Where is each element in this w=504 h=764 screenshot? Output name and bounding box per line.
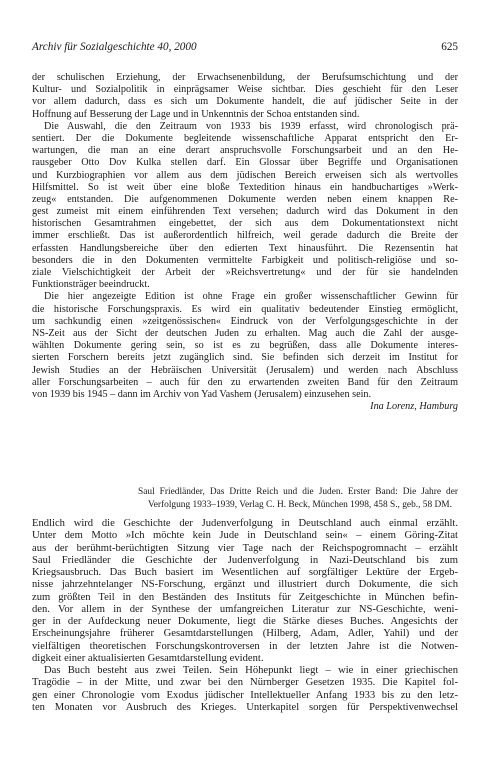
text-line: Saul Friedländer die Geschichte der Judenverfolgung in Nazi-Deutschland bis zum xyxy=(32,554,458,566)
text-line: zum größten Teil in den Beständen des Instituts für Zeitgeschichte in München befin- xyxy=(32,591,458,603)
text-line: aller Forschungsarbeiten – auch für den zu erwartenden zweiten Band für den Zeitraum xyxy=(32,376,458,388)
text-line: sierten Forschern bereits jetzt zugänglich sind. Sie befinden sich derzeit im Institut for xyxy=(32,352,458,364)
text-line: erfassten Handlungsbereiche über den edierten Text hinausführt. Die Rezensentin hat xyxy=(32,242,458,254)
text-line: Das Buch besteht aus zwei Teilen. Sein Höhepunkt liegt – wie in einer griechischen xyxy=(44,665,458,676)
text-line: wählten Dokumente gering sein, so ist es zu begrüßen, dass alle Dokumente interes- xyxy=(32,340,458,352)
text-line: Die hier angezeigte Edition ist ohne Frage ein großer wissenschaftlicher Gewinn für xyxy=(44,291,458,303)
text-line: sentiert. Der die Dokumente begleitende wissenschaftliche Apparat entspricht den Er- xyxy=(32,132,458,144)
text-line: historischen Gesamtrahmen eingebettet, der sich aus dem Dokumentationstext nicht xyxy=(32,218,458,230)
text-line: vor allem dadurch, dass es sich um Dokumente handelt, die auf jüdischer Seite in der xyxy=(32,96,458,108)
page-number: 625 xyxy=(441,41,458,53)
reviewer-signature: Ina Lorenz, Hamburg xyxy=(370,401,458,413)
review-ina-lorenz xyxy=(32,72,458,413)
text-line: die historische Forschungspraxis. Es wird ein qualitativ bedeutender Einstieg ermöglicht, xyxy=(32,303,458,315)
text-line: Funktionsträger beeindruckt. xyxy=(32,279,150,291)
text-line: Hilfsmittel. So ist weit über eine bloße Textedition hinaus ein handbuchartiges »Werk- xyxy=(32,181,458,193)
text-line: gest zumeist mit einem einführenden Text versehen; dadurch wird das Dokument in den xyxy=(32,206,458,218)
text-line: aus der berühmt-berüchtigten Sitzung vier Tage nach der Reichspogromnacht – erzählt xyxy=(32,542,458,554)
text-line: besonders die in den Dokumenten vermittelte Farbigkeit und politisch-religiöse und so- xyxy=(32,254,458,266)
running-header xyxy=(32,40,458,54)
text-line: zeug« entstanden. Die aufgenommenen Dokumente werden neben einem knappen Re- xyxy=(32,193,458,205)
text-line: von 1939 bis 1945 – dann im Archiv von Yad Vashem (Jerusalem) einzusehen sein. xyxy=(32,388,372,400)
text-line: Endlich wird die Geschichte der Judenverfolgung in Deutschland auch einmal erzählt. xyxy=(32,518,458,529)
text-line: Erscheinungsjahre früherer Gesamtdarstellungen (Hilberg, Adam, Adler, Yahil) und der xyxy=(32,628,458,640)
text-line: Die Auswahl, die den Zeitraum von 1933 bis 1939 erfasst, wird chronologisch prä- xyxy=(44,120,458,132)
bibliography-line: Saul Friedländer, Das Dritte Reich und die Juden. Erster Band: Die Jahre der xyxy=(138,487,458,497)
text-line: Hoffnung auf Besserung der Lage und in Unkenntnis der Schoa entstanden sind. xyxy=(32,108,360,120)
review-friedlaender xyxy=(32,518,458,714)
text-line: nisse jahrzehntelanger NS-Forschung, ergänzt und illustriert durch Dokumente, die sich xyxy=(32,579,458,591)
text-line: der schulischen Erziehung, der Erwachsenenbildung, der Berufsumschichtung und der xyxy=(32,72,458,83)
text-line: rausgeber Otto Dov Kulka stellen darf. Ein Glossar über Begriffe und Organisationen xyxy=(32,157,458,169)
text-line: den. Vor allem in der Synthese der umfangreichen Literatur zur NS-Geschichte, weni- xyxy=(32,603,458,615)
text-line: gen einer Chronologie vom Exodus jüdischer Intellektueller Anfang 1933 bis zu den letz- xyxy=(32,689,458,701)
text-line: Unter dem Motto »Ich möchte kein Jude in Deutschland sein« – einem Göring-Zitat xyxy=(32,530,458,542)
journal-title: Archiv für Sozialgeschichte 40, 2000 xyxy=(32,41,197,53)
text-line: NS-Zeit aus der Sicht der deutschen Juden zu erhalten. Mag auch die Zahl der ausge- xyxy=(32,327,458,339)
bibliography-line: Verfolgung 1933–1939, Verlag C. H. Beck, München 1998, 458 S., geb., 58 DM. xyxy=(148,499,452,510)
text-line: Jewish Studies an der Hebräischen Universität (Jerusalem) und werden nach Abschluss xyxy=(32,364,458,376)
text-line: digkeit einer aktualisierten Gesamtdarstellung evident. xyxy=(32,652,264,664)
text-line: ten Monaten vor Ausbruch des Krieges. Unterkapitel sorgen für Perspektivenwechsel xyxy=(32,701,458,713)
text-line: Kriegsausbruch. Das Buch basiert im Wesentlichen auf sorgfältiger Lektüre der Ergeb- xyxy=(32,567,458,578)
text-line: und Kurzbiographien vor allem aus dem jüdischen Bereich erweisen sich als wertvolles xyxy=(32,169,458,181)
text-line: Tragödie – in der Mitte, und zwar bei den Nürnberger Gesetzen 1935. Die Kapitel fol- xyxy=(32,677,458,689)
text-line: ger in der Aufdeckung neuer Dokumente, liegt die Stärke dieses Buches. Angesichts der xyxy=(32,616,458,627)
text-line: vielfältigen theoretischen Forschungskontroversen in der letzten Jahre ist die Notwen- xyxy=(32,640,458,652)
bibliographic-entry xyxy=(138,486,458,511)
text-line: wartungen, die man an eine derart anspruchsvolle Forschungsarbeit und an den He- xyxy=(32,145,458,157)
text-line: ziale Vielschichtigkeit der Arbeit der »Reichsvertretung« und der für sie handelnden xyxy=(32,267,458,278)
text-line: um sachkundig einen »zeitgenössischen« Eindruck von der Verfolgungsgeschichte in der xyxy=(32,315,458,327)
text-line: Kultur- und Sozialpolitik in einprägsamer Weise sichtbar. Dies geschieht für den Leser xyxy=(32,84,458,96)
text-line: immer erschließt. Das ist außerordentlich hilfreich, weil gerade dadurch die Breite der xyxy=(32,230,458,242)
